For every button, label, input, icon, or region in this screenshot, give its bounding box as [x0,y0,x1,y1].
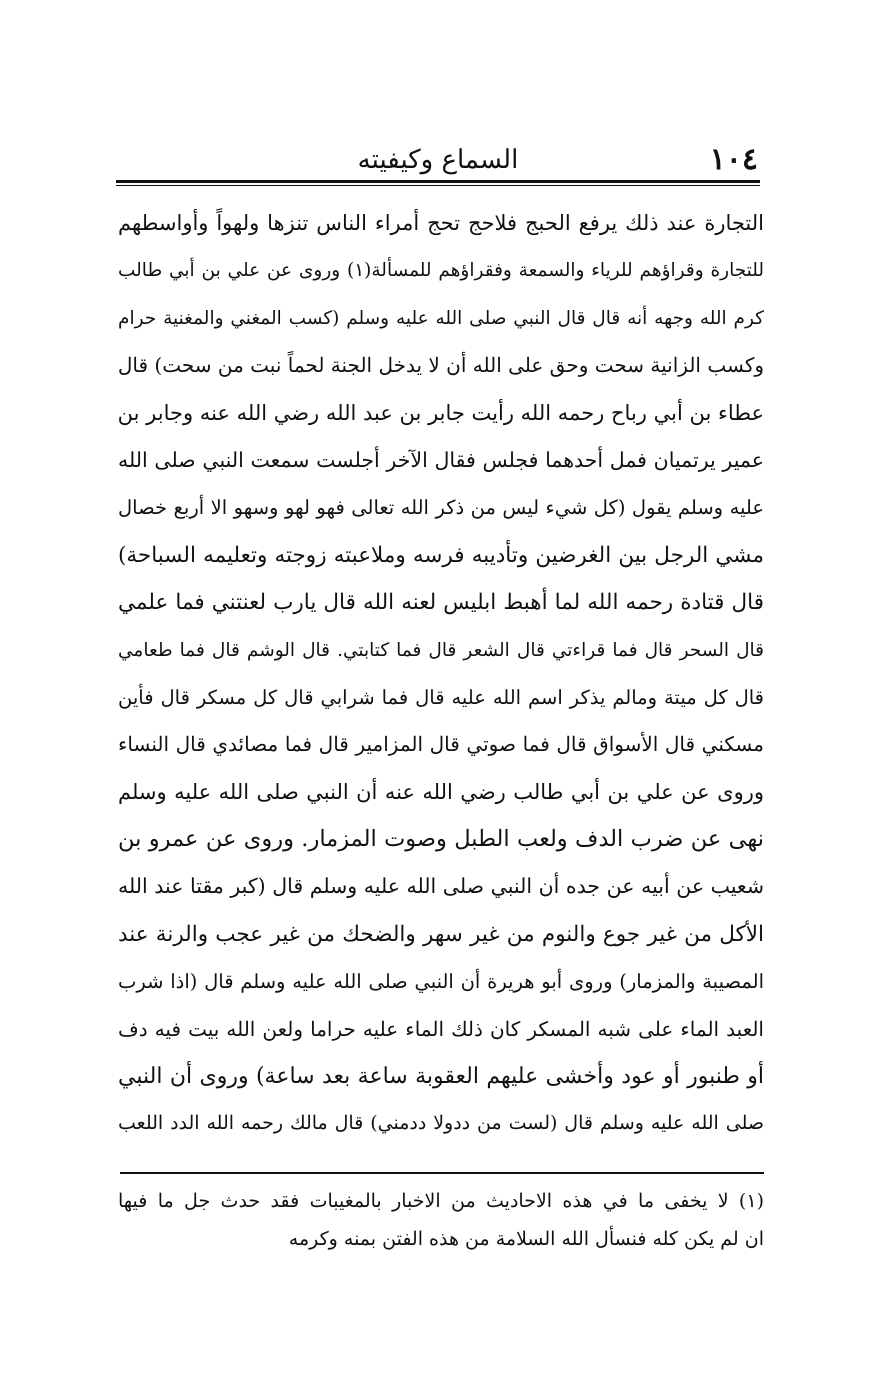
footnote-line: (١) لا يخفى ما في هذه الاحاديث من الاخبار بالمغيبات فقد حدث جل ما فيها [118,1190,764,1212]
text-line: قال السحر قال فما قراءتي قال الشعر قال فما كتابتي. قال الوشم قال فما طعامي [118,639,764,661]
header-rule-thin [116,185,760,186]
text-line: التجارة عند ذلك يرفع الحبج فلاحج تحج أمراء الناس تنزها ولهواً وأواسطهم [118,211,764,235]
header-rule [116,180,760,183]
text-line: قال قتادة رحمه الله لما أهبط ابليس لعنه الله قال يارب لعنتني فما علمي [118,590,764,616]
text-line: شعيب عن أبيه عن جده أن النبي صلى الله عليه وسلم قال (كبر مقتا عند الله [118,874,764,899]
text-line: للتجارة وقراؤهم للرياء والسمعة وفقراؤهم للمسألة(١) وروى عن علي بن أبي طالب [118,260,764,282]
text-line: مسكني قال الأسواق قال فما صوتي قال المزامير قال فما مصائدي قال النساء [118,732,764,757]
footnote-line: ان لم يكن كله فنسأل الله السلامة من هذه الفتن بمنه وكرمه [288,1228,764,1250]
text-line: عمير يرتميان فمل أحدهما فجلس فقال الآخر أجلست سمعت النبي صلى الله [118,447,764,472]
text-line: مشي الرجل بين الغرضين وتأديبه فرسه وملاعبته زوجته وتعليمه السباحة) [118,542,764,568]
text-line: الأكل من غير جوع والنوم من غير سهر والضحك من غير عجب والرنة عند [118,921,764,947]
text-line: المصيبة والمزمار) وروى أبو هريرة أن النبي صلى الله عليه وسلم قال (اذا شرب [118,970,764,994]
footnote-rule [120,1172,764,1174]
page-header [118,140,758,180]
text-line: عطاء بن أبي رباح رحمه الله رأيت جابر بن عبد الله رضي الله عنه وجابر بن [118,400,764,425]
text-line: العبد الماء على شبه المسكر كان ذلك الماء عليه حراما ولعن الله بيت فيه دف [118,1016,764,1041]
text-line: نهى عن ضرب الدف ولعب الطبل وصوت المزمار. وروى عن عمرو بن [118,826,764,853]
text-line: قال كل ميتة ومالم يذكر اسم الله عليه قال فما شرابي قال كل مسكر قال فأين [118,685,764,709]
running-title: السماع وكيفيته [357,145,519,175]
page-number: ١٠٤ [709,142,758,177]
text-line: أو طنبور أو عود وأخشى عليهم العقوبة ساعة بعد ساعة) وروى أن النبي [118,1064,764,1090]
text-line: وكسب الزانية سحت وحق على الله أن لا يدخل الجنة لحماً نبت من سحت) قال [118,353,764,378]
text-line: وروى عن علي بن أبي طالب رضي الله عنه أن النبي صلى الله عليه وسلم [118,779,764,804]
text-line: عليه وسلم يقول (كل شيء ليس من ذكر الله تعالى فهو لهو وسهو الا أربع خصال [118,496,764,520]
text-line: كرم الله وجهه أنه قال قال النبي صلى الله عليه وسلم (كسب المغني والمغنية حرام [118,307,764,329]
body-text [118,200,764,1148]
text-line: صلى الله عليه وسلم قال (لست من ددولا ددمني) قال مالك رحمه الله الدد اللعب [118,1112,764,1135]
footnotes [118,1182,764,1258]
